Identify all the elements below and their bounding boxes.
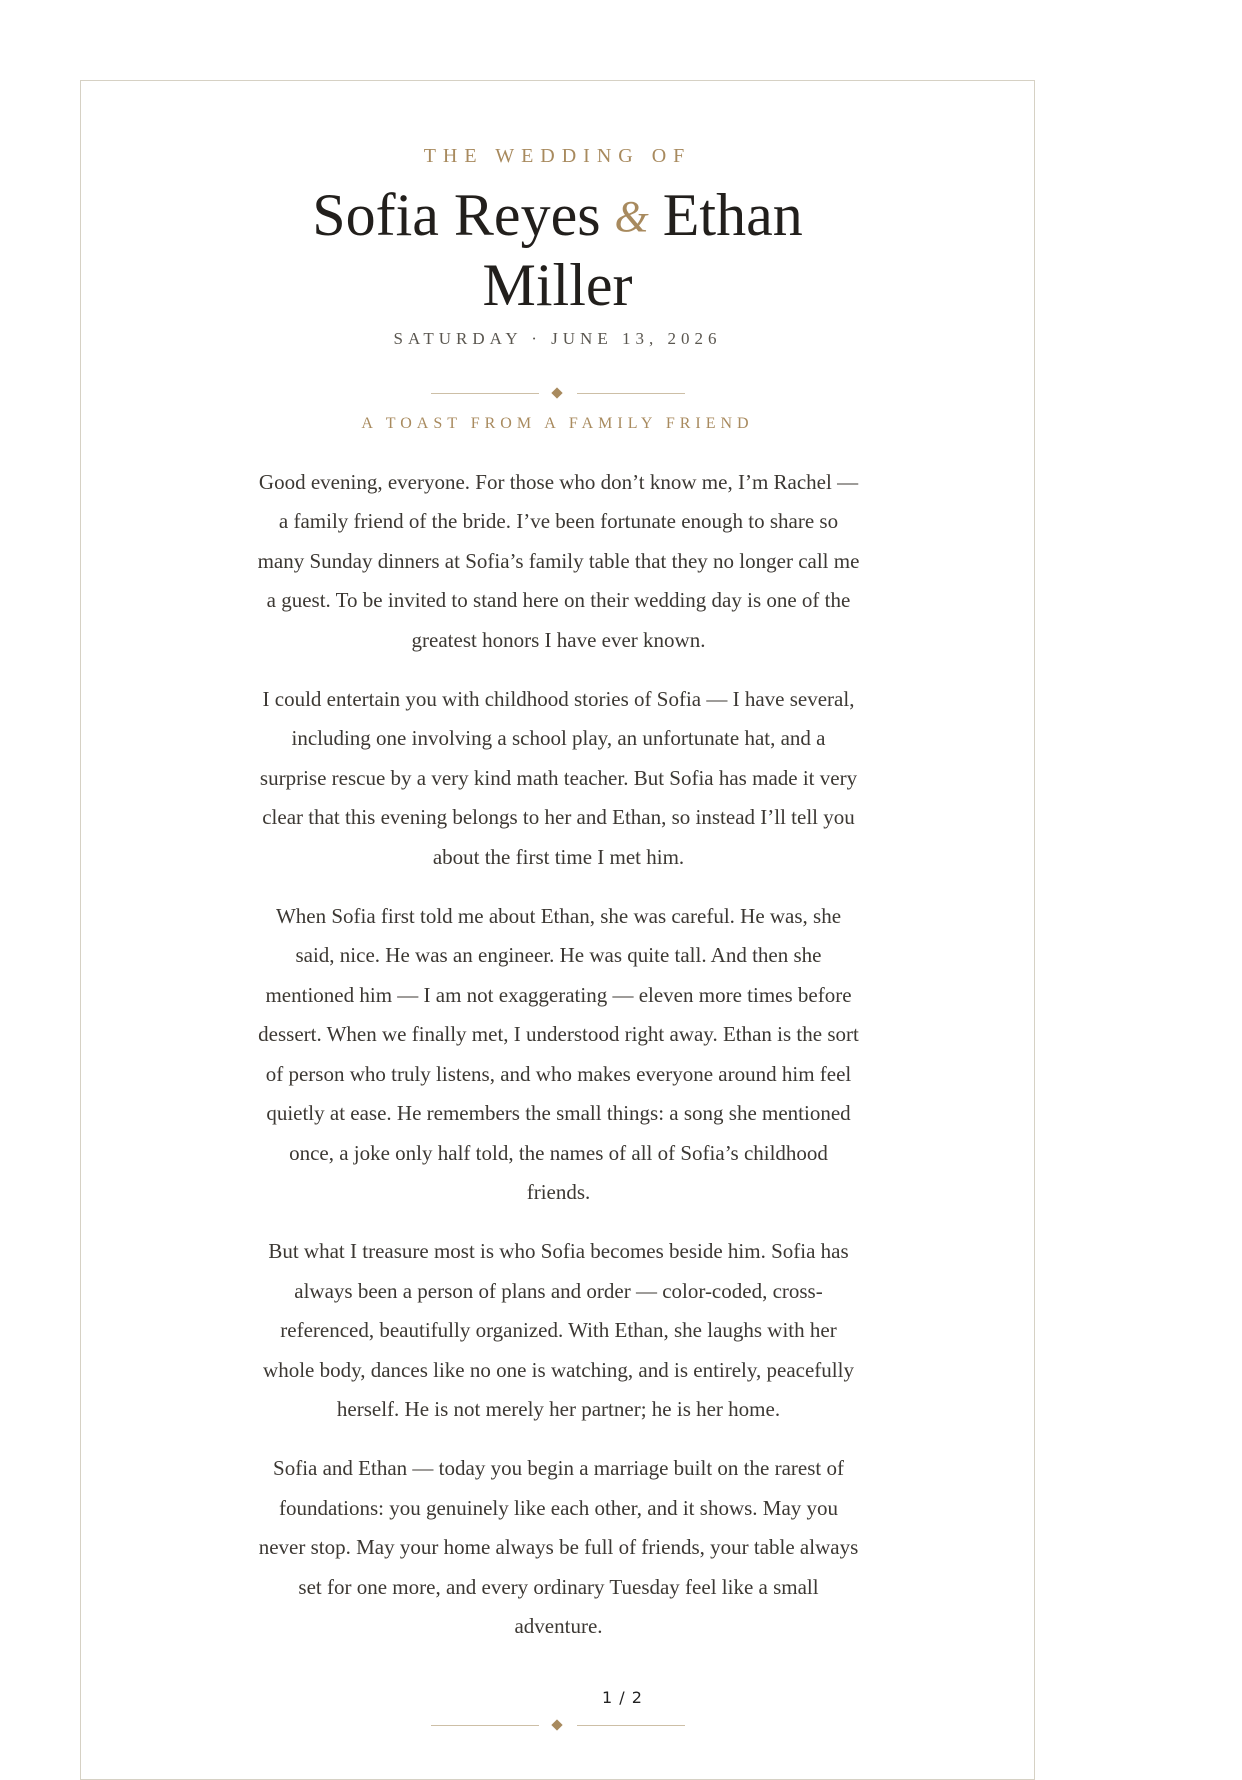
diamond-icon [551,1719,562,1730]
toast-paragraph: When Sofia first told me about Ethan, she was careful. He was, she said, nice. He was an engineer. He was quite tall. And then she mentioned him — I am not exaggerating — eleven more times before dessert. When we finally met, I understood right away. Ethan is the sort of person who truly listens, and who makes everyone around him feel quietly at ease. He remembers the small things: a song she mentioned once, a joke only half told, the names of all of Sofia’s childhood friends. [258,904,859,1204]
page-indicator: 1 / 2 [602,1688,643,1707]
divider-line [431,1725,539,1726]
name-groom-last: Miller [482,252,633,318]
toast-paragraph: Good evening, everyone. For those who don’t know me, I’m Rachel — a family friend of the bride. I’ve been fortunate enough to share so many Sunday dinners at Sofia’s family table that they no longer call me a guest. To be invited to stand here on their wedding day is one of the greatest honors I have ever known. [257,470,860,652]
toast-paragraph: Sofia and Ethan — today you begin a marriage built on the rarest of foundations: you genuinely like each other, and it shows. May you never stop. May your home always be full of friends, your table always set for one more, and every ordinary Tuesday feel like a small adventure. [258,1456,859,1638]
toast-paragraph: I could entertain you with childhood stories of Sofia — I have several, including one involving a school play, an unfortunate hat, and a surprise rescue by a very kind math teacher. But Sofia has made it very clear that this evening belongs to her and Ethan, so instead I’ll tell you about the first time I met him. [259,687,858,869]
divider-line [577,1725,685,1726]
toast-paragraph: But what I treasure most is who Sofia becomes beside him. Sofia has always been a person of plans and order — color-coded, cross-referenced, beautifully organized. With Ethan, she laughs with her whole body, dances like no one is watching, and is entirely, peacefully herself. He is not merely her partner; he is her home. [263,1239,854,1421]
toast-body [256,463,861,1666]
ampersand: & [614,192,649,241]
name-groom-first: Ethan [662,182,803,248]
divider-line [431,393,539,394]
document-page [80,80,1035,1780]
divider-ornament [431,387,685,401]
eyebrow-label: THE WEDDING OF [423,145,692,167]
wedding-date: SATURDAY · JUNE 13, 2026 [393,329,722,348]
name-bride: Sofia Reyes [312,182,601,248]
divider-ornament [431,1719,685,1733]
couple-names [81,181,1034,319]
divider-line [577,393,685,394]
toast-subtitle: A TOAST FROM A FAMILY FRIEND [361,415,754,432]
diamond-icon [551,387,562,398]
